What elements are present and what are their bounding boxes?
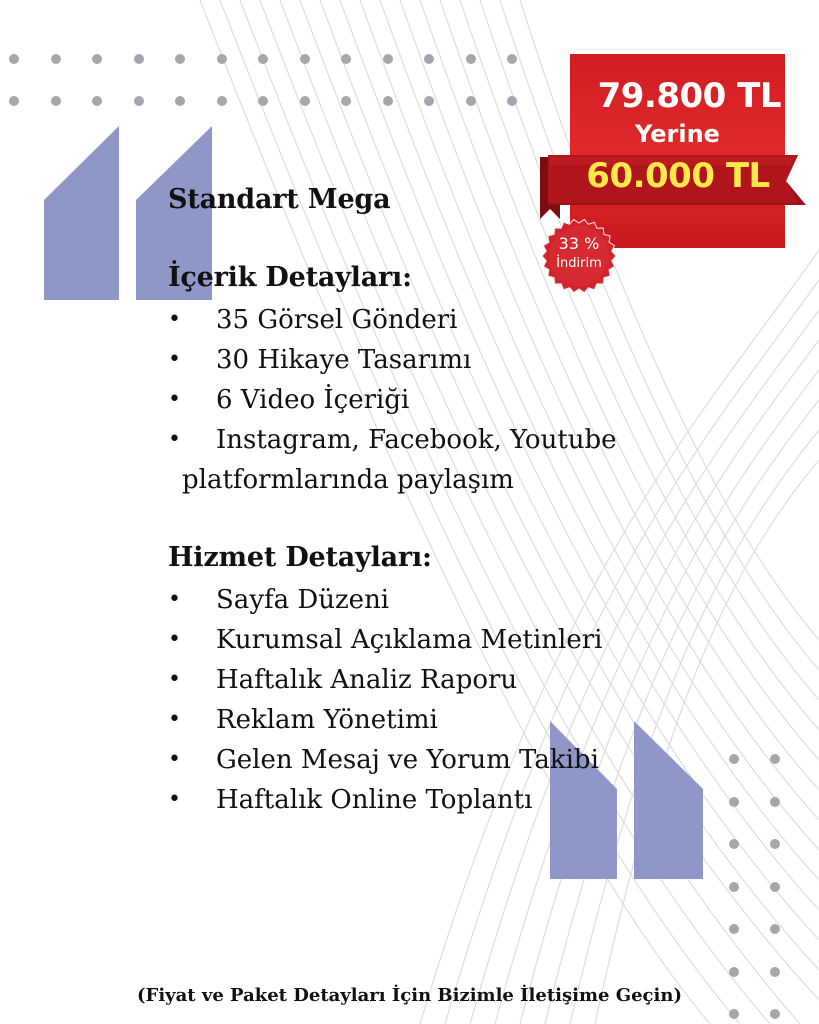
bullet-icon: •: [168, 427, 181, 452]
new-price: 60.000 TL: [586, 156, 770, 196]
list-item-text: Gelen Mesaj ve Yorum Takibi: [216, 745, 599, 775]
list-item-text: Reklam Yönetimi: [216, 705, 438, 735]
service-details-heading: Hizmet Detayları:: [168, 542, 432, 573]
list-item-text: Kurumsal Açıklama Metinleri: [216, 625, 603, 655]
list-item-text: Instagram, Facebook, Youtube: [216, 425, 617, 455]
list-item-text: 6 Video İçeriği: [216, 385, 410, 415]
discount-percent: 33 %: [558, 234, 600, 253]
list-item-continuation: platformlarında paylaşım: [182, 465, 514, 495]
bullet-icon: •: [168, 627, 181, 652]
bullet-icon: •: [168, 787, 181, 812]
bullet-icon: •: [168, 707, 181, 732]
list-item-text: 35 Görsel Gönderi: [216, 305, 458, 335]
list-item-text: 30 Hikaye Tasarımı: [216, 345, 472, 375]
list-item-text: Haftalık Online Toplantı: [216, 785, 533, 815]
contact-note: (Fiyat ve Paket Detayları İçin Bizimle İletişime Geçin): [137, 985, 682, 1006]
bullet-icon: •: [168, 667, 181, 692]
old-price: 79.800 TL: [597, 76, 781, 116]
content-details-heading: İçerik Detayları:: [168, 262, 412, 293]
bullet-icon: •: [168, 307, 181, 332]
bullet-icon: •: [168, 747, 181, 772]
list-item-text: Sayfa Düzeni: [216, 585, 390, 615]
instead-label: Yerine: [635, 120, 720, 148]
bullet-icon: •: [168, 587, 181, 612]
list-item-text: Haftalık Analiz Raporu: [216, 665, 518, 695]
bullet-icon: •: [168, 347, 181, 372]
package-title: Standart Mega: [168, 184, 391, 215]
bullet-icon: •: [168, 387, 181, 412]
discount-label: İndirim: [556, 256, 602, 271]
